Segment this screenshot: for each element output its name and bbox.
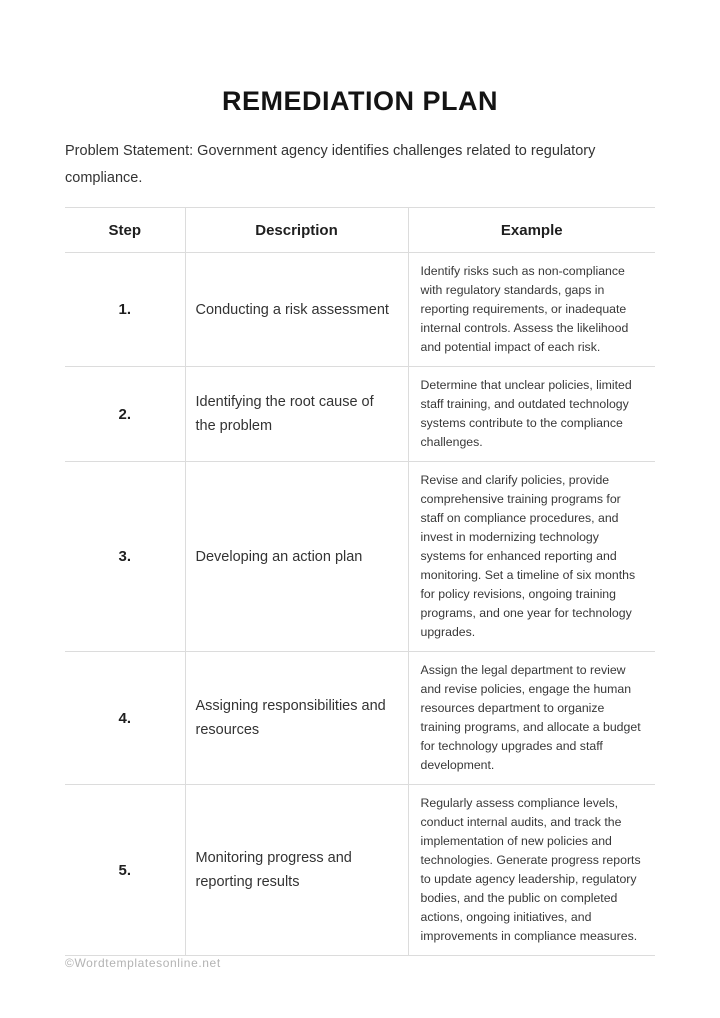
example-cell: Revise and clarify policies, provide comprehensive training programs for staff on compliance procedures, and invest in modernizing technology systems for enhanced reporting and monitoring. Set a timeline of six months for policy revisions, ongoing training programs, and one year for technology upgrades. bbox=[408, 462, 655, 652]
example-cell: Regularly assess compliance levels, conduct internal audits, and track the implementation of new policies and technologies. Generate progress reports to update agency leadership, regulatory bodies, and the public on completed actions, ongoing initiatives, and improvements in compliance measures. bbox=[408, 785, 655, 956]
step-cell: 3. bbox=[118, 548, 131, 565]
remediation-table bbox=[65, 207, 655, 956]
watermark-credit: ©Wordtemplatesonline.net bbox=[65, 956, 221, 970]
problem-statement: Problem Statement: Government agency identifies challenges related to regulatory compliance. bbox=[65, 143, 596, 186]
description-cell: Identifying the root cause of the problem bbox=[185, 367, 408, 462]
step-cell: 5. bbox=[118, 861, 131, 879]
table-row bbox=[65, 785, 655, 956]
description-cell: Developing an action plan bbox=[185, 462, 408, 652]
table-row bbox=[65, 652, 655, 785]
description-cell: Assigning responsibilities and resources bbox=[185, 652, 408, 785]
column-header-step: Step bbox=[108, 221, 141, 239]
description-cell: Monitoring progress and reporting results bbox=[185, 785, 408, 956]
table-row bbox=[65, 367, 655, 462]
step-cell: 1. bbox=[118, 301, 131, 318]
table-body bbox=[65, 253, 655, 956]
table-row bbox=[65, 253, 655, 367]
column-header-description: Description bbox=[185, 208, 408, 253]
page-title: REMEDIATION PLAN bbox=[222, 86, 498, 116]
table-row bbox=[65, 462, 655, 652]
table-header bbox=[65, 208, 655, 253]
table-header-row bbox=[65, 208, 655, 253]
example-cell: Identify risks such as non-compliance with regulatory standards, gaps in reporting requirements, or inadequate internal controls. Assess the likelihood and potential impact of each risk. bbox=[408, 253, 655, 367]
step-cell: 4. bbox=[118, 709, 131, 727]
example-cell: Assign the legal department to review and revise policies, engage the human resources department to organize training programs, and allocate a budget for technology upgrades and staff development. bbox=[408, 652, 655, 785]
description-cell: Conducting a risk assessment bbox=[185, 253, 408, 367]
column-header-example: Example bbox=[408, 208, 655, 253]
example-cell: Determine that unclear policies, limited staff training, and outdated technology systems contribute to the compliance challenges. bbox=[408, 367, 655, 462]
step-cell: 2. bbox=[118, 405, 131, 423]
